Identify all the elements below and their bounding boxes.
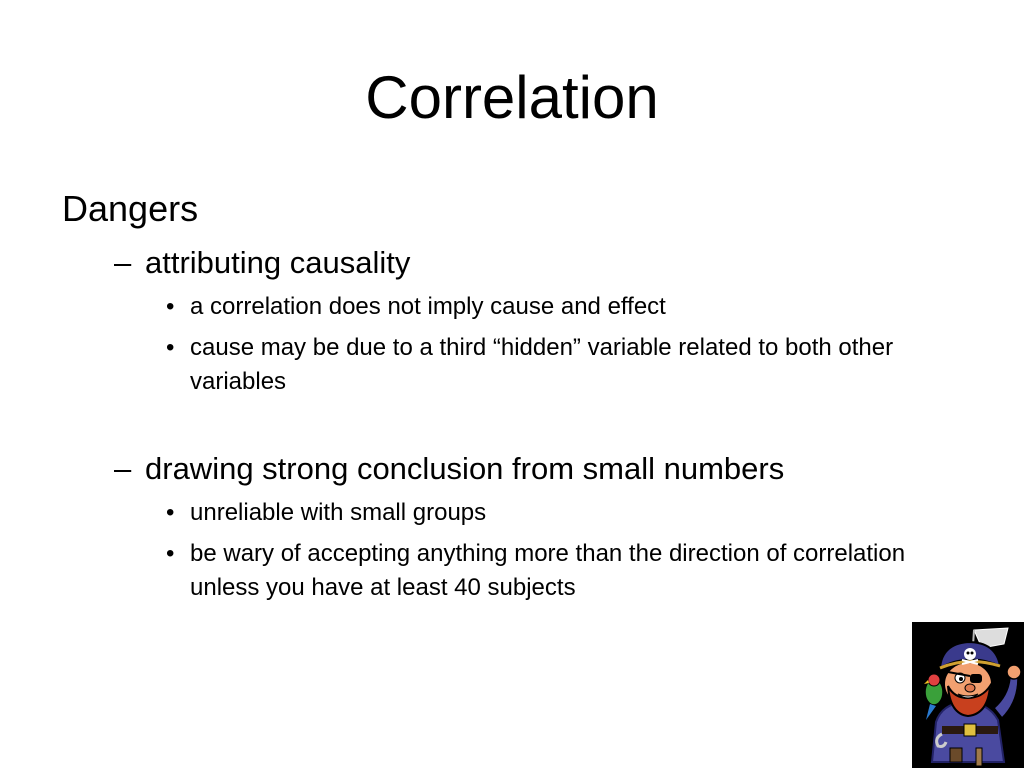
- dash-marker: –: [114, 245, 132, 280]
- bullet-marker: •: [166, 499, 175, 526]
- bullet-item: [166, 496, 966, 530]
- dash-marker: –: [114, 451, 132, 486]
- slide-title: Correlation: [365, 64, 659, 131]
- bullet-text: unreliable with small groups: [190, 499, 487, 526]
- bullet-marker: •: [166, 293, 175, 320]
- bullet-text: cause may be due to a third “hidden” variable related to both other variables: [190, 334, 894, 395]
- section-label: attributing causality: [145, 245, 411, 280]
- bullet-marker: •: [166, 540, 175, 567]
- section-attributing-causality: [114, 244, 410, 282]
- bullet-item: [166, 537, 966, 605]
- pirate-icon: [912, 622, 1024, 768]
- heading-dangers: Dangers: [62, 188, 199, 229]
- bullet-item: [166, 331, 966, 399]
- section-small-numbers: [114, 450, 784, 488]
- bullet-text: a correlation does not imply cause and effect: [190, 293, 666, 320]
- bullet-item: [166, 290, 966, 324]
- bullet-text: be wary of accepting anything more than the direction of correlation unless you have at least 40 subjects: [190, 540, 906, 601]
- bullet-marker: •: [166, 334, 175, 361]
- section-label: drawing strong conclusion from small numbers: [145, 451, 785, 486]
